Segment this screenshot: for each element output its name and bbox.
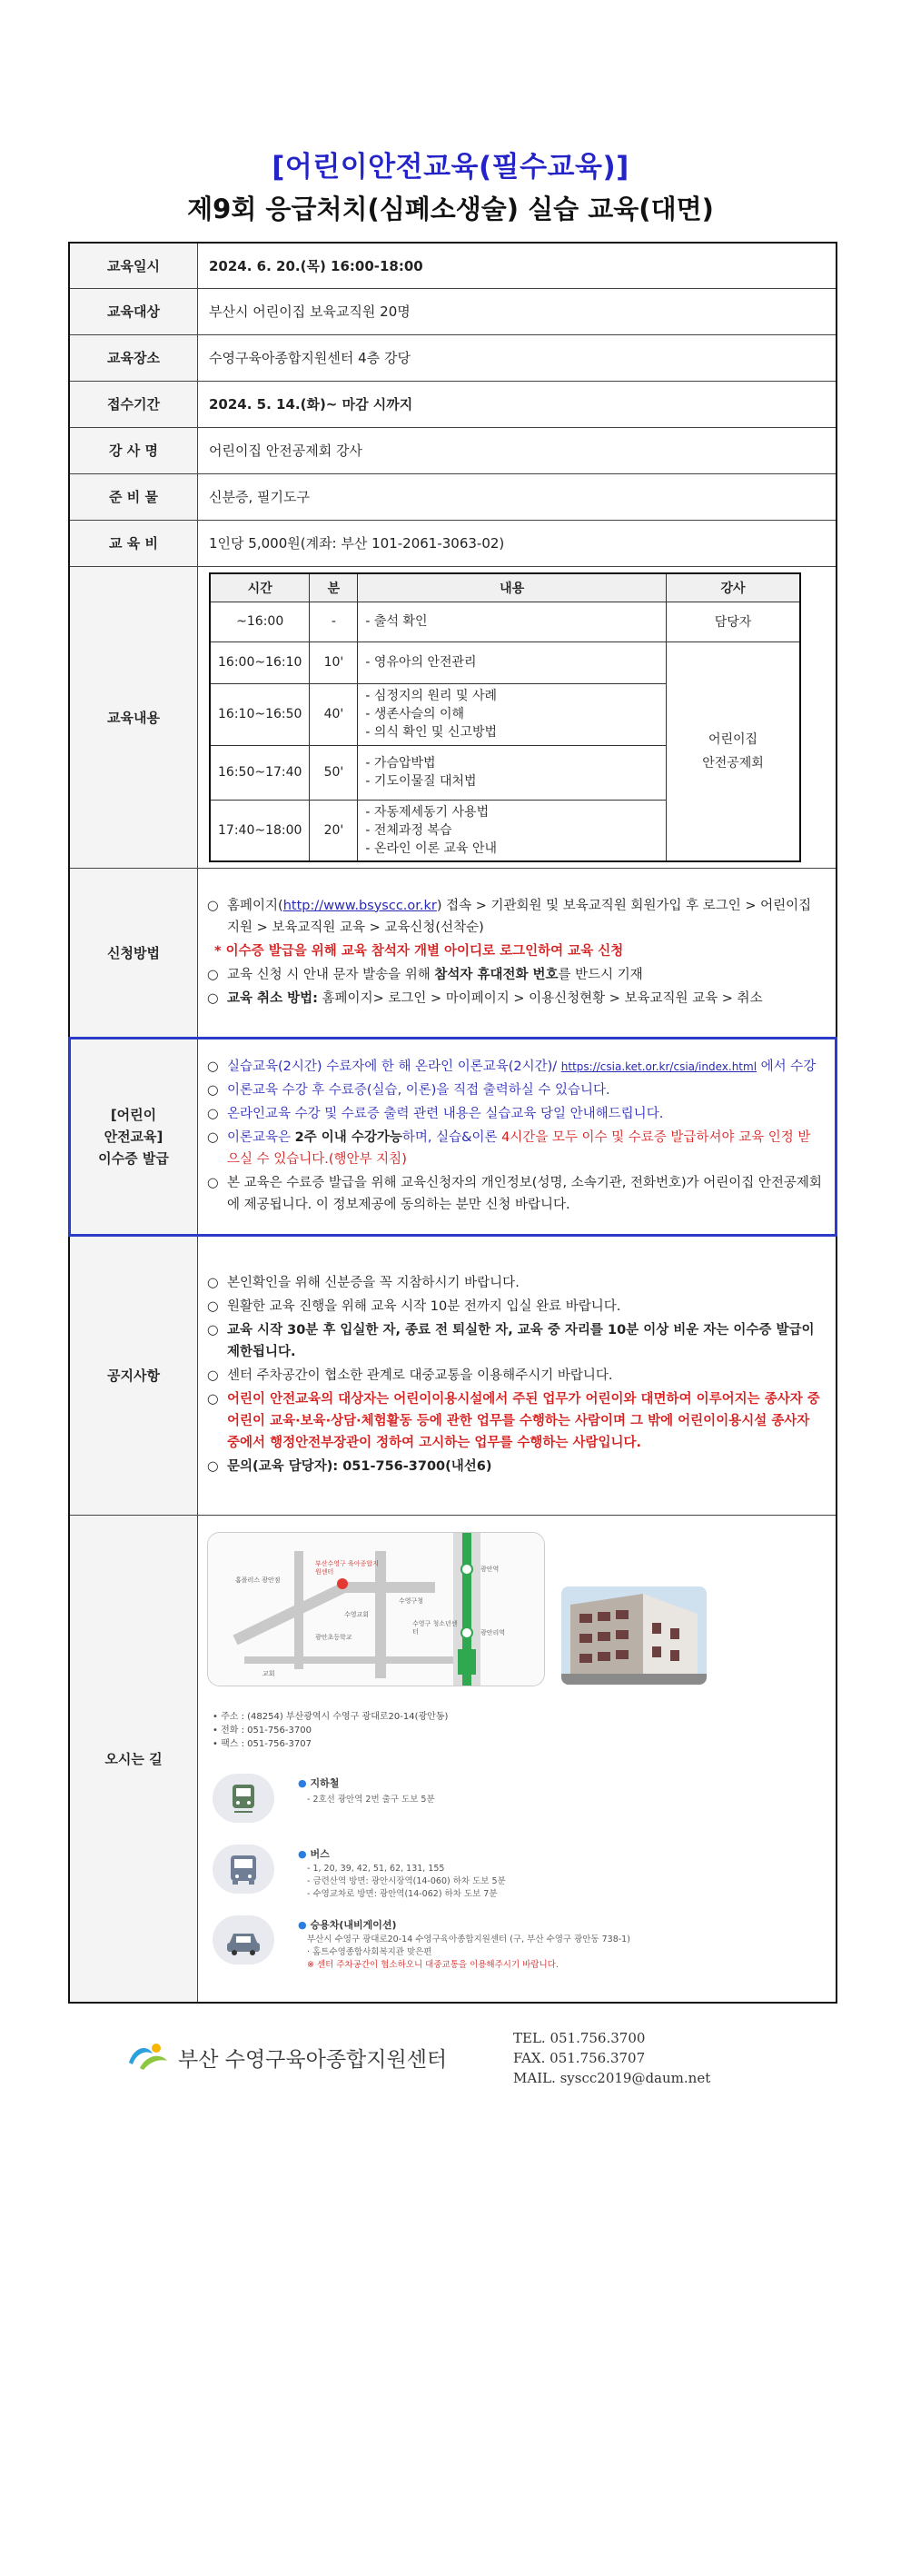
apply-warning: * 이수증 발급을 위해 교육 참석자 개별 아이디로 로그인하여 교육 신청 <box>214 943 624 959</box>
sched-row <box>210 642 800 683</box>
row-target <box>69 288 837 334</box>
location-cell <box>198 1516 837 2004</box>
notice-item: ○ 원활한 교육 진행을 위해 교육 시작 10분 전까지 입실 완료 바랍니다. <box>207 1298 621 1314</box>
apply-item: ○ 교육 취소 방법: 홈페이지> 로그인 > 마이페이지 > 이용신청현황 > 보육교직원 교육 > 취소 <box>207 990 763 1006</box>
sched-item: - 전체과정 복습 <box>365 822 452 838</box>
label-date: 교육일시 <box>69 243 198 288</box>
label-location: 오시는 길 <box>69 1516 198 2004</box>
sched-time: 16:50~17:40 <box>210 745 310 800</box>
map-label: 수영구 청소년센터 <box>412 1620 458 1636</box>
footer-tel: TEL. 051.756.3700 <box>513 2030 646 2046</box>
bus-icon <box>213 1845 274 1894</box>
subway-icon <box>213 1774 274 1823</box>
sched-min: 20' <box>310 800 358 861</box>
homepage-link[interactable]: http://www.bsyscc.or.kr <box>282 898 437 913</box>
apply-item: ○ 홈페이지(http://www.bsyscc.or.kr) 접속 > 기관회원 및 보육교직원 회원가입 후 로그인 > 어린이집지원 > 보육교직원 교육 > 교육신청(선착순) <box>207 898 812 935</box>
map-label: 수영교회 <box>344 1611 370 1618</box>
row-date <box>69 243 837 288</box>
sched-content <box>358 745 667 800</box>
sched-min: 10' <box>310 642 358 683</box>
row-apply <box>69 869 837 1038</box>
location-map <box>207 1532 545 1686</box>
notice-item: ○ 본인확인을 위해 신분증을 꼭 지참하시기 바랍니다. <box>207 1275 520 1290</box>
row-prep <box>69 473 837 520</box>
info-table <box>68 242 837 2004</box>
map-label: 수영구청 <box>399 1597 424 1605</box>
sched-content <box>358 642 667 683</box>
building-photo <box>561 1586 707 1685</box>
sched-item: - 온라인 이론 교육 안내 <box>365 840 497 856</box>
sched-min: 50' <box>310 745 358 800</box>
row-period <box>69 381 837 427</box>
csia-link[interactable]: https://csia.ket.or.kr/csia/index.html <box>560 1059 757 1073</box>
bus-info <box>213 1845 721 1899</box>
label-content: 교육내용 <box>69 566 198 869</box>
fax-text: • 팩스 : 051-756-3707 <box>213 1739 312 1749</box>
sched-item: - 가슴압박법 <box>365 756 436 771</box>
label-notice: 공지사항 <box>69 1236 198 1516</box>
sched-min: 40' <box>310 683 358 745</box>
cert-item: ○ 이론교육은 2주 이내 수강가능하며, 실습&이론 4시간을 모두 이수 및 수료증 발급하셔야 교육 인정 받으실 수 있습니다.(행안부 지침) <box>207 1129 811 1167</box>
label-cert: [어린이 안전교육] 이수증 발급 <box>69 1038 198 1236</box>
sched-header-content: 내용 <box>358 573 667 602</box>
cert-item: ○ 온라인교육 수강 및 수료증 출력 관련 내용은 실습교육 당일 안내해드립니다. <box>207 1106 664 1121</box>
row-content <box>69 566 837 869</box>
footer-mail[interactable]: MAIL. syscc2019@daum.net <box>513 2070 711 2086</box>
value-lecturer: 어린이집 안전공제회 강사 <box>198 427 837 473</box>
label-apply: 신청방법 <box>69 869 198 1038</box>
label-lecturer: 강 사 명 <box>69 427 198 473</box>
row-notice <box>69 1236 837 1516</box>
car-title: ● 승용차(내비게이션) <box>298 1919 397 1931</box>
bus-title: ● 버스 <box>298 1848 330 1860</box>
sched-item: - 영유아의 안전관리 <box>365 655 477 670</box>
subway-text: - 2호선 광안역 2번 출구 도보 5분 <box>307 1795 435 1805</box>
sched-time: 17:40~18:00 <box>210 800 310 861</box>
car-icon <box>213 1915 274 1964</box>
value-fee: 1인당 5,000원(계좌: 부산 101-2061-3063-02) <box>198 520 837 566</box>
schedule-table <box>209 572 801 863</box>
center-logo-icon <box>125 2041 171 2074</box>
cert-item: ○ 본 교육은 수료증 발급을 위해 교육신청자의 개인정보(성명, 소속기관, 전화번호)가 어린이집 안전공제회에 제공됩니다. 이 정보제공에 동의하는 분만 신청 바랍니다. <box>207 1175 822 1212</box>
sched-header-lecturer: 강사 <box>667 573 801 602</box>
row-fee <box>69 520 837 566</box>
sched-lecturer: 담당자 <box>667 602 801 642</box>
schedule-cell <box>198 566 837 869</box>
apply-cell <box>198 869 837 1038</box>
sched-lecturer: 어린이집 안전공제회 <box>667 642 801 861</box>
cert-item: ○ 실습교육(2시간) 수료자에 한 해 온라인 이론교육(2시간)/ https://csia.ket.or.kr/csia/index.html 에서 수강 <box>207 1059 817 1074</box>
map-label: 광안리역 <box>480 1629 506 1636</box>
cert-item: ○ 이론교육 수강 후 수료증(실습, 이론)을 직접 출력하실 수 있습니다. <box>207 1082 610 1098</box>
sched-content <box>358 683 667 745</box>
footer-logo <box>125 2041 447 2074</box>
value-period: 2024. 5. 14.(화)~ 마감 시까지 <box>198 381 837 427</box>
apply-item: ○ 교육 신청 시 안내 문자 발송을 위해 참석자 휴대전화 번호를 반드시 기재 <box>207 967 643 982</box>
document-title: [어린이안전교육(필수교육)] <box>272 151 629 184</box>
sched-content <box>358 800 667 861</box>
map-label: 교회 <box>262 1670 275 1677</box>
sched-item: - 생존사슬의 이해 <box>365 707 465 721</box>
sched-row <box>210 602 800 642</box>
sched-min: - <box>310 602 358 642</box>
notice-item: ○ 문의(교육 담당자): 051-756-3700(내선6) <box>207 1458 492 1474</box>
cert-cell <box>198 1038 837 1236</box>
footer-contact <box>513 2028 710 2088</box>
car-note: ※ 센터 주차공간이 협소하오니 대중교통을 이용해주시기 바랍니다. <box>307 1960 559 1970</box>
sched-item: - 출석 확인 <box>365 614 428 629</box>
notice-item: ○ 교육 시작 30분 후 입실한 자, 종료 전 퇴실한 자, 교육 중 자리를 10분 이상 비운 자는 이수증 발급이 제한됩니다. <box>207 1322 815 1359</box>
address-block <box>213 1710 448 1751</box>
phone-text: • 전화 : 051-756-3700 <box>213 1726 312 1736</box>
sched-time: 16:10~16:50 <box>210 683 310 745</box>
label-prep: 준 비 물 <box>69 473 198 520</box>
label-period: 접수기간 <box>69 381 198 427</box>
sched-time: 16:00~16:10 <box>210 642 310 683</box>
map-label: 광안초등학교 <box>315 1634 352 1641</box>
sched-item: - 자동제세동기 사용법 <box>365 804 490 820</box>
map-label: 광안역 <box>480 1566 500 1573</box>
row-place <box>69 334 837 381</box>
map-label: 부산수영구 육아종합지원센터 <box>315 1560 379 1576</box>
car-text: 부산시 수영구 광대로20-14 수영구육아종합지원센터 (구, 부산 수영구 광안동 738-1) · 홈트수영종합사회복지관 맞은편 ※ 센터 주차공간이 협소하오니 대중교통을 이용해주시기 바랍니다. <box>307 1934 630 1970</box>
footer-fax: FAX. 051.756.3707 <box>513 2050 646 2066</box>
bus-text: - 1, 20, 39, 42, 51, 62, 131, 155 - 금련산역 방면: 광안시장역(14-060) 하차 도보 5분 - 수영교차로 방면: 광안역(14-062) 하차 도보 7분 <box>307 1864 506 1899</box>
label-fee: 교 육 비 <box>69 520 198 566</box>
sched-item: - 심정지의 원리 및 사례 <box>365 689 497 703</box>
sched-header-time: 시간 <box>210 573 310 602</box>
subway-info <box>213 1774 721 1828</box>
row-cert <box>69 1038 837 1236</box>
value-date: 2024. 6. 20.(목) 16:00-18:00 <box>198 243 837 288</box>
footer-org-name: 부산 수영구육아종합지원센터 <box>178 2047 448 2072</box>
row-location <box>69 1516 837 2004</box>
subway-title: ● 지하철 <box>298 1777 340 1789</box>
sched-time: ~16:00 <box>210 602 310 642</box>
notice-cell <box>198 1236 837 1516</box>
car-info <box>213 1915 721 1970</box>
value-place: 수영구육아종합지원센터 4층 강당 <box>198 334 837 381</box>
sched-content <box>358 602 667 642</box>
document-subtitle: 제9회 응급처치(심폐소생술) 실습 교육(대면) <box>187 194 714 224</box>
address-text: • 주소 : (48254) 부산광역시 수영구 광대로20-14(광안동) <box>213 1712 449 1722</box>
row-lecturer <box>69 427 837 473</box>
sched-item: - 기도이물질 대처법 <box>365 774 477 789</box>
notice-item: ○ 센터 주차공간이 협소한 관계로 대중교통을 이용해주시기 바랍니다. <box>207 1368 613 1383</box>
label-place: 교육장소 <box>69 334 198 381</box>
notice-item: ○ 어린이 안전교육의 대상자는 어린이이용시설에서 주된 업무가 어린이와 대면하여 이루어지는 종사자 중 어린이 교육·보육·상담·체험활동 등에 관한 업무를 수행하는 사람이며 그 밖에 어린이이용시설 종사자 중에서 행정안전부장관이 정하여 고시하는 업무를 수행하는 사람입니다. <box>207 1391 820 1450</box>
sched-header-min: 분 <box>310 573 358 602</box>
value-prep: 신분증, 필기도구 <box>198 473 837 520</box>
label-target: 교육대상 <box>69 288 198 334</box>
sched-item: - 의식 확인 및 신고방법 <box>365 725 497 740</box>
value-target: 부산시 어린이집 보육교직원 20명 <box>198 288 837 334</box>
map-label: 홈플러스 광안점 <box>235 1576 281 1584</box>
